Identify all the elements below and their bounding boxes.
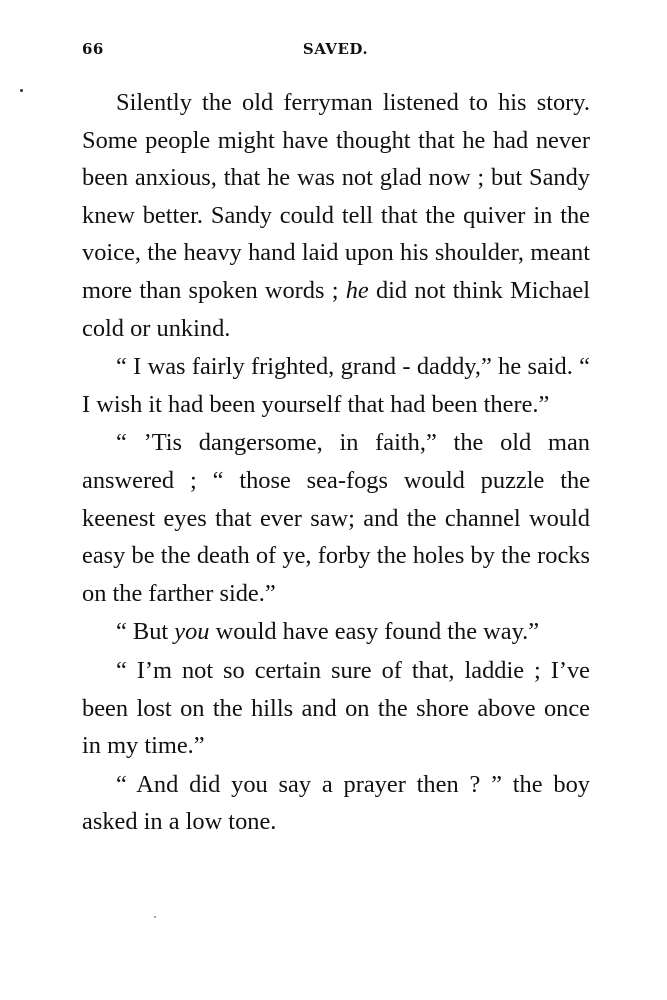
paragraph-1-text-end: did not think Michael cold or unkind.	[82, 276, 590, 342]
paragraph-2-text: “ I was fairly frighted, grand - daddy,” he said. “ I wish it had been yourself that had been there.”	[82, 353, 590, 418]
paragraph-6-text: “ And did you say a prayer then ? ” the boy asked in a low tone.	[82, 770, 590, 836]
paragraph-5	[82, 652, 590, 765]
paragraph-6	[82, 766, 590, 841]
paragraph-5-text: “ I’m not so certain sure of that, laddie ; I’ve been lost on the hills and on the shore above once in my time.”	[82, 656, 590, 760]
running-title: SAVED.	[302, 40, 369, 58]
paragraph-3	[82, 424, 590, 612]
page-number: 66	[82, 40, 104, 58]
paragraph-4-italic-you: you	[174, 618, 210, 646]
paragraph-4-text: “ But	[116, 618, 175, 646]
paragraph-2	[82, 348, 590, 423]
paragraph-1-italic-he: he	[345, 276, 369, 304]
print-speck	[20, 89, 23, 92]
print-speck	[154, 916, 156, 918]
paragraph-1	[82, 84, 590, 347]
paragraph-4-text-end: would have easy found the way.”	[209, 618, 540, 646]
paragraph-3-text: “ ’Tis dangersome, in faith,” the old man answered ; “ those sea-fogs would puzzle the keenest eyes that ever saw; and the channel would easy be the death of ye, forby the holes by the rocks on the farther side.”	[82, 429, 590, 607]
body-text	[82, 84, 590, 841]
paragraph-1-text: Silently the old ferryman listened to his story. Some people might have thought that he had never been anxious, that he was not glad now ; but Sandy knew better. Sandy could tell that the quiver in the voice, the heavy hand laid upon his shoulder, meant more than spoken words ;	[82, 89, 590, 304]
paragraph-4	[82, 613, 590, 651]
page-header	[82, 40, 589, 64]
